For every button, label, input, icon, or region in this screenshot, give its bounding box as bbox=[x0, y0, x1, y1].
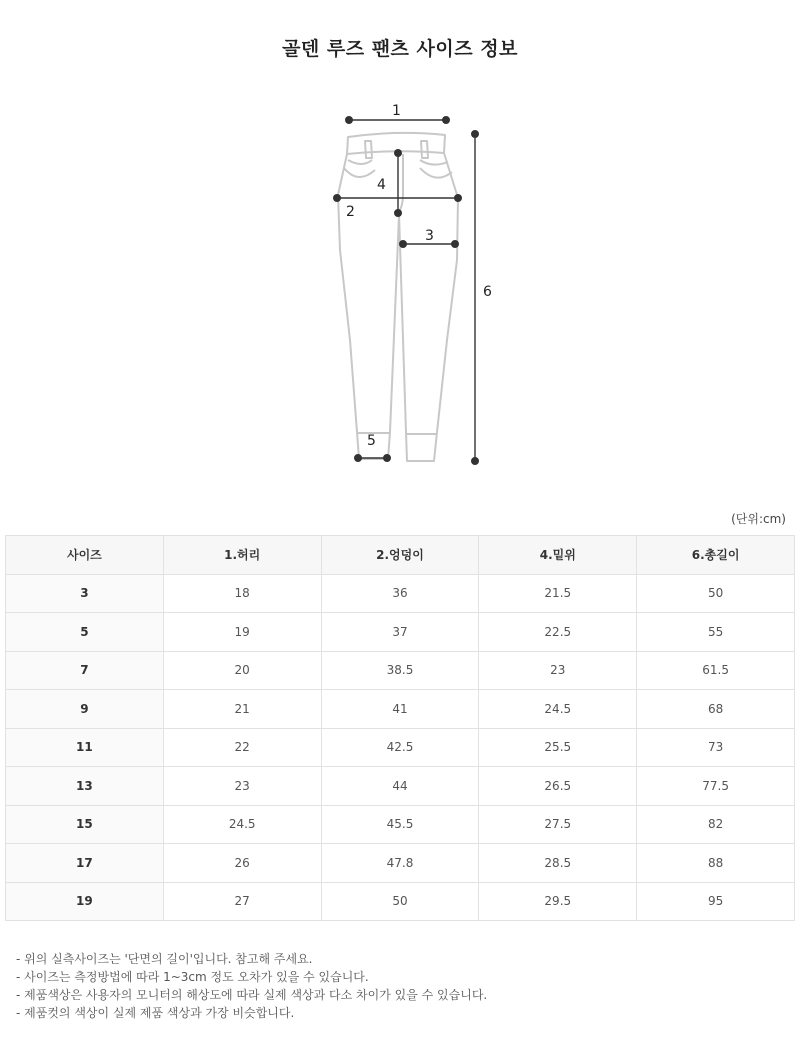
note-item: - 제품컷의 색상이 실제 제품 색상과 가장 비슷합니다. bbox=[16, 1006, 295, 1020]
cell-rise: 25.5 bbox=[479, 728, 637, 767]
cell-length: 73 bbox=[637, 728, 795, 767]
cell-length: 50 bbox=[637, 574, 795, 613]
cell-waist: 20 bbox=[163, 651, 321, 690]
cell-hip: 50 bbox=[321, 882, 479, 921]
cell-length: 77.5 bbox=[637, 767, 795, 806]
size-table bbox=[5, 535, 795, 921]
table-row bbox=[6, 728, 795, 767]
unit-label: (단위:cm) bbox=[731, 512, 786, 526]
label-thigh: 3 bbox=[425, 228, 434, 244]
cell-size: 13 bbox=[6, 767, 164, 806]
cell-rise: 26.5 bbox=[479, 767, 637, 806]
cell-size: 7 bbox=[6, 651, 164, 690]
cell-rise: 27.5 bbox=[479, 805, 637, 844]
label-rise: 4 bbox=[377, 177, 386, 193]
cell-rise: 29.5 bbox=[479, 882, 637, 921]
label-length: 6 bbox=[483, 284, 492, 300]
table-header-row bbox=[6, 536, 795, 575]
label-waist: 1 bbox=[392, 103, 401, 119]
cell-hip: 47.8 bbox=[321, 844, 479, 883]
note-item: - 제품색상은 사용자의 모니터의 해상도에 따라 실제 색상과 다소 차이가 있을 수 있습니다. bbox=[16, 988, 488, 1002]
cell-waist: 22 bbox=[163, 728, 321, 767]
cell-rise: 21.5 bbox=[479, 574, 637, 613]
table-row bbox=[6, 805, 795, 844]
header-hip: 2.엉덩이 bbox=[321, 536, 479, 575]
table-row bbox=[6, 882, 795, 921]
cell-size: 11 bbox=[6, 728, 164, 767]
cell-length: 68 bbox=[637, 690, 795, 729]
header-rise: 4.밑위 bbox=[479, 536, 637, 575]
cell-size: 9 bbox=[6, 690, 164, 729]
cell-size: 5 bbox=[6, 613, 164, 652]
cell-rise: 23 bbox=[479, 651, 637, 690]
cell-hip: 45.5 bbox=[321, 805, 479, 844]
cell-length: 82 bbox=[637, 805, 795, 844]
note-item: - 위의 실측사이즈는 '단면의 길이'입니다. 참고해 주세요. bbox=[16, 952, 313, 966]
cell-hip: 42.5 bbox=[321, 728, 479, 767]
measurement-labels bbox=[346, 103, 492, 449]
header-size: 사이즈 bbox=[6, 536, 164, 575]
cell-length: 95 bbox=[637, 882, 795, 921]
label-hip: 2 bbox=[346, 204, 355, 220]
cell-waist: 26 bbox=[163, 844, 321, 883]
cell-size: 3 bbox=[6, 574, 164, 613]
page-title: 골덴 루즈 팬츠 사이즈 정보 bbox=[282, 38, 518, 60]
cell-length: 55 bbox=[637, 613, 795, 652]
table-row bbox=[6, 690, 795, 729]
cell-waist: 23 bbox=[163, 767, 321, 806]
cell-hip: 44 bbox=[321, 767, 479, 806]
note-item: - 사이즈는 측정방법에 따라 1~3cm 정도 오차가 있을 수 있습니다. bbox=[16, 970, 369, 984]
cell-waist: 27 bbox=[163, 882, 321, 921]
cell-waist: 21 bbox=[163, 690, 321, 729]
cell-size: 17 bbox=[6, 844, 164, 883]
cell-hip: 37 bbox=[321, 613, 479, 652]
cell-rise: 22.5 bbox=[479, 613, 637, 652]
cell-hip: 36 bbox=[321, 574, 479, 613]
table-row bbox=[6, 767, 795, 806]
cell-size: 19 bbox=[6, 882, 164, 921]
table-row bbox=[6, 574, 795, 613]
label-hem: 5 bbox=[367, 433, 376, 449]
notes-list bbox=[16, 950, 487, 1022]
cell-hip: 38.5 bbox=[321, 651, 479, 690]
header-waist: 1.허리 bbox=[163, 536, 321, 575]
cell-size: 15 bbox=[6, 805, 164, 844]
cell-length: 61.5 bbox=[637, 651, 795, 690]
cell-rise: 28.5 bbox=[479, 844, 637, 883]
header-length: 6.총길이 bbox=[637, 536, 795, 575]
pants-measurement-diagram bbox=[0, 0, 800, 500]
table-row bbox=[6, 844, 795, 883]
table-row bbox=[6, 613, 795, 652]
cell-waist: 19 bbox=[163, 613, 321, 652]
cell-rise: 24.5 bbox=[479, 690, 637, 729]
cell-length: 88 bbox=[637, 844, 795, 883]
table-row bbox=[6, 651, 795, 690]
cell-hip: 41 bbox=[321, 690, 479, 729]
cell-waist: 24.5 bbox=[163, 805, 321, 844]
cell-waist: 18 bbox=[163, 574, 321, 613]
